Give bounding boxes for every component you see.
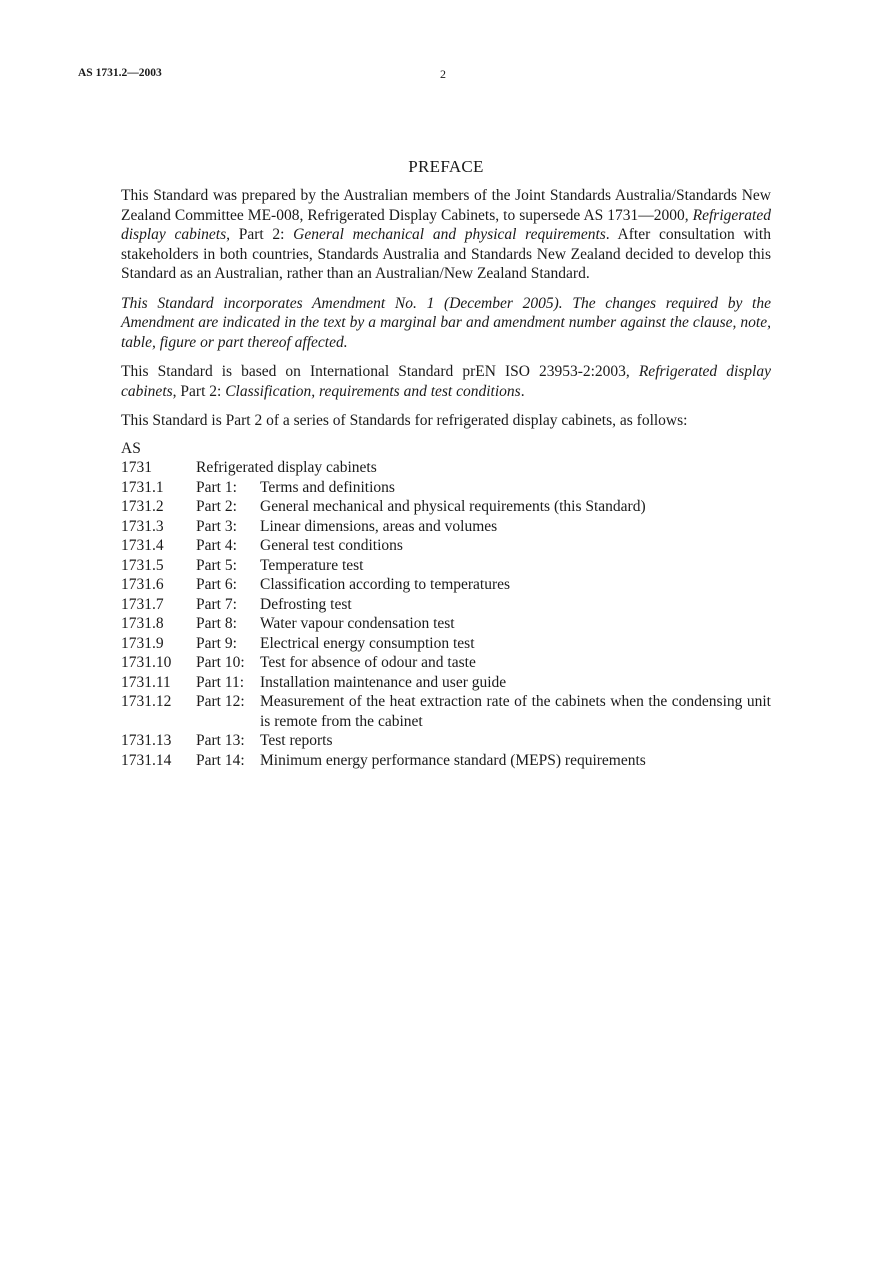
standard-part: Part 14: (196, 751, 245, 769)
page-number: 2 (440, 67, 446, 81)
standard-title: Test reports (260, 732, 333, 749)
standard-part: Part 2: (196, 498, 237, 515)
standard-title: Measurement of the heat extraction rate of the cabinets when the condensing unit is remote from the cabinet (260, 693, 771, 730)
preface-body (121, 186, 771, 770)
page-title: PREFACE (408, 157, 484, 176)
text-run: This Standard was prepared by the Australian members of the Joint Standards Australia/Standards New Zealand Committee ME-008, Refrigerated Display Cabinets, to supersede AS 1731—2000, (121, 187, 771, 224)
standard-title: Linear dimensions, areas and volumes (260, 517, 498, 535)
standard-number: 1731.5 (121, 556, 164, 574)
standard-part: Part 11: (196, 673, 245, 691)
italic-run: Classification, requirements and test conditions (225, 382, 521, 400)
standard-title: General test conditions (260, 537, 403, 554)
series-list-item (121, 478, 771, 498)
standard-title: Temperature test (260, 556, 364, 574)
series-list-item (121, 614, 771, 634)
standard-number: 1731 (121, 459, 152, 476)
standard-title: Classification according to temperatures (260, 576, 511, 593)
standard-number: 1731.11 (121, 673, 171, 691)
standard-part: Part 8: (196, 615, 237, 632)
series-list-heading: AS (121, 439, 141, 457)
series-list-item (121, 517, 771, 537)
series-list-item (121, 692, 771, 731)
standard-number: 1731.14 (121, 751, 172, 769)
standard-number: 1731.8 (121, 615, 164, 632)
standard-number: 1731.9 (121, 634, 164, 652)
standard-number: 1731.10 (121, 654, 172, 671)
standard-number: 1731.7 (121, 595, 164, 613)
preface-paragraph-1 (121, 186, 771, 284)
series-list-item (121, 595, 771, 615)
text-run: Part 2: (230, 226, 294, 243)
series-list-item (121, 751, 771, 771)
standard-part: Part 3: (196, 517, 237, 535)
amendment-note-paragraph: This Standard incorporates Amendment No. 1 (December 2005). The changes required by the Amendment are indicated in the text by a marginal bar and amendment number against the clause, note, table, figure or part thereof affected. (121, 294, 771, 351)
standard-title: Electrical energy consumption test (260, 634, 475, 652)
standard-title: Terms and definitions (260, 478, 395, 496)
standard-title: Water vapour condensation test (260, 615, 455, 632)
standard-title: General mechanical and physical requirements (this Standard) (260, 498, 646, 515)
standard-part: Part 12: (196, 693, 245, 710)
standard-title: Defrosting test (260, 595, 352, 613)
preface-paragraph-4: This Standard is Part 2 of a series of Standards for refrigerated display cabinets, as follows: (121, 412, 688, 429)
text-run: . After consultation with stakeholders in both countries, Standards Australia and Standards New Zealand decided to develop this Standard as an Australian, rather than an Australian/New Zealand Standard. (121, 226, 771, 282)
standard-number: 1731.3 (121, 517, 164, 535)
series-list-item (121, 458, 771, 478)
text-run: , Part 2: (172, 382, 226, 400)
series-list-item (121, 653, 771, 673)
standard-title: Installation maintenance and user guide (260, 673, 507, 691)
running-header-doc-id: AS 1731.2—2003 (78, 67, 162, 79)
series-list-item (121, 536, 771, 556)
series-list-item (121, 673, 771, 693)
standard-number: 1731.13 (121, 732, 172, 749)
standard-number: 1731.6 (121, 576, 164, 593)
italic-run: Refrigerated display cabinets, (121, 206, 771, 243)
standard-part: Part 13: (196, 732, 245, 749)
standard-number: 1731.12 (121, 693, 172, 710)
text-run: . (520, 382, 525, 400)
series-list-item (121, 497, 771, 517)
series-list-item (121, 575, 771, 595)
text-run: This Standard is based on International Standard prEN ISO 23953-2:2003, (121, 363, 639, 380)
standard-part: Part 9: (196, 634, 237, 652)
standard-title: Test for absence of odour and taste (260, 654, 476, 671)
standard-part: Part 1: (196, 478, 237, 496)
standard-number: 1731.4 (121, 537, 164, 554)
standard-part: Part 6: (196, 576, 237, 593)
standard-number: 1731.2 (121, 498, 164, 515)
standard-part: Part 4: (196, 537, 237, 554)
italic-run: Refrigerated display cabinets (121, 363, 771, 400)
standard-part: Part 7: (196, 595, 237, 613)
preface-paragraph-3 (121, 362, 771, 401)
series-list-item (121, 634, 771, 654)
standard-title: Minimum energy performance standard (MEPS) requirements (260, 751, 646, 769)
italic-run: General mechanical and physical requirements (293, 226, 606, 243)
series-list-item (121, 556, 771, 576)
standard-title: Refrigerated display cabinets (196, 459, 377, 476)
standard-part: Part 10: (196, 654, 245, 671)
standard-part: Part 5: (196, 556, 237, 574)
series-list (121, 458, 771, 770)
standard-number: 1731.1 (121, 478, 164, 496)
series-list-item (121, 731, 771, 751)
